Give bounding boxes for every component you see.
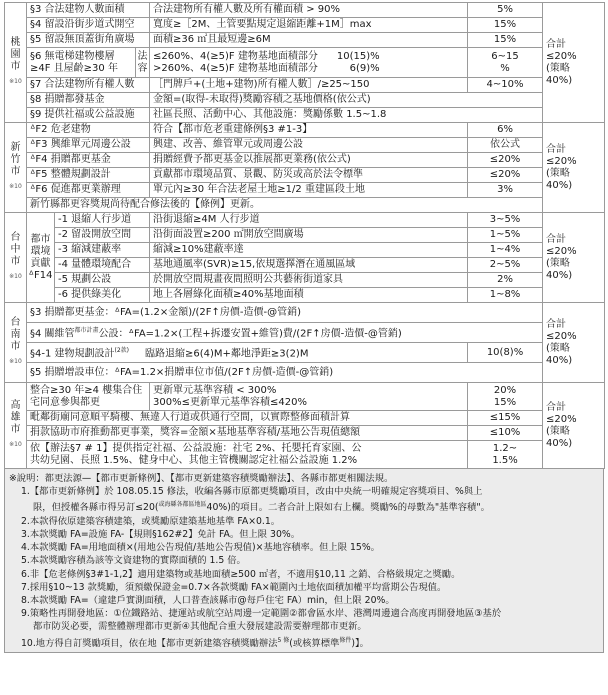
- kaohsiung-row-1: [5, 383, 605, 411]
- condition-cell: 更新單元基準容積 < 300% 300%≤更新單元基準容積≤420%: [150, 383, 468, 411]
- city-hsinchu: 新 竹 市 ※10: [5, 123, 27, 213]
- city-taichung: 台 中 市 ※10: [5, 213, 27, 303]
- rate-cell: 依公式: [468, 138, 543, 153]
- rate-cell: ≤20%: [468, 168, 543, 183]
- kaohsiung-total: 合計 ≤20% (策略 40%): [543, 383, 605, 469]
- condition-cell: 沿街面設置≥200 ㎡開放空間廣場: [150, 228, 468, 243]
- taichung-total: 合計 ≤20% (策略 40%): [543, 213, 605, 303]
- tainan-row-3: [5, 343, 605, 363]
- item-cell: ᐞF5 整體規劃設計: [27, 168, 150, 183]
- hsinchu-total: 合計 ≤20% (策略 40%): [543, 123, 605, 213]
- rate-cell: 20% 15%: [468, 383, 543, 411]
- hsinchu-row-4: [5, 168, 605, 183]
- condition-cell: 地上各層綠化面積≥40%基地面積: [150, 288, 468, 303]
- rate-cell: 2~5%: [468, 258, 543, 273]
- item-cell: §5 留設無頂蓋街角廣場: [27, 33, 150, 48]
- condition-cell: 社區長照、活動中心、其他設施：獎勵係數 1.5~1.8: [150, 108, 543, 123]
- item-cell: §9 提供社福或公益設施: [27, 108, 150, 123]
- tainan-item: §3 捐贈都更基金：ᐞFA=(1.2×金額)/(2F↑房價-造價-@管銷): [27, 303, 543, 323]
- hsinchu-row-5: [5, 183, 605, 198]
- rate-cell: 6~15 %: [468, 48, 543, 78]
- kaohsiung-row-4: [5, 441, 605, 469]
- taichung-category: 都市 環境 貢獻 ᐞF14: [27, 213, 55, 303]
- note-2: 2.本款得依原建築容積建築，或獎勵原建築基地基準 FA×0.1。: [21, 515, 281, 527]
- tainan-row-1: [5, 303, 605, 323]
- taichung-row-2: [5, 228, 605, 243]
- tainan-row-2: [5, 323, 605, 343]
- city-taoyuan: 桃 園 市 ※10: [5, 3, 27, 123]
- hsinchu-row-3: [5, 153, 605, 168]
- condition-cell: 捐贈經費予都更基金以推展都更業務(依公式): [150, 153, 468, 168]
- bonus-table: [4, 2, 605, 469]
- item-cell: -2 留設開放空間: [55, 228, 150, 243]
- rate-cell: 15%: [468, 18, 543, 33]
- notes-section: [4, 469, 604, 653]
- condition-cell: 合法建物所有權人數及所有權面積 > 90%: [150, 3, 468, 18]
- note-5: 5.本款獎勵容積為該等文資建物的實際面積的 1.5 倍。: [21, 555, 246, 567]
- item-cell: §6 無電梯建物樓層 ≥4F 且屋齡≥30 年: [27, 48, 136, 78]
- item-cell: §7 合法建物所有權人數: [27, 78, 150, 93]
- note-7: 7.採用§10~13 款獎勵，須預繳保證金=0.7×各款獎勵 FA×範圍內土地依面積加權平均當期公告現值。: [21, 581, 447, 593]
- city-tainan: 台 南 市 ※10: [5, 303, 27, 383]
- taichung-row-4: [5, 258, 605, 273]
- condition-cell: 符合【都市危老重建條例§3 #1-3】: [150, 123, 468, 138]
- tainan-row-4: [5, 363, 605, 383]
- condition-cell: 興建、改善、維管單元或周邊公設: [150, 138, 468, 153]
- rate-cell: 5%: [468, 3, 543, 18]
- item-cell: -5 規劃公設: [55, 273, 150, 288]
- tainan-item: §5 捐贈增設車位：ᐞFA=1.2×捐贈車位市值/(2F↑房價-造價-@管銷): [27, 363, 543, 383]
- condition-cell: 沿街退縮≥4M 人行步道: [150, 213, 468, 228]
- tainan-item: §4-1 建物規劃設計$^{(2款)}$ 臨路退縮≥6(4)M+鄰地淨距≥3(2)M: [27, 343, 468, 363]
- note-4: 4.本款獎勵 FA=用地面積×(用地公告現值/基地公告現值)×基地容積率。但上限 15%。: [21, 542, 380, 554]
- item-cell: -3 縮減建蔽率: [55, 243, 150, 258]
- condition-cell: 貢獻都市環境品質、景觀、防災或高於法令標準: [150, 168, 468, 183]
- kaohsiung-row-3: [5, 426, 605, 441]
- item-cell: 整合≥30 年≥4 樓集合住 宅同意參與都更: [27, 383, 150, 411]
- tainan-total: 合計 ≤20% (策略 40%): [543, 303, 605, 383]
- item-cell: 毗鄰街廟同意順平騎樓、無違人行道或供通行空間，以實際整修面積計算: [27, 411, 468, 426]
- city-kaohsiung: 高 雄 市 ※10: [5, 383, 27, 469]
- taichung-row-3: [5, 243, 605, 258]
- note-1-cont: 限，但授權各縣市得另訂≤20($^{或海縣各都區地區}$40%)的項目。二者合計上限如右上欄。獎勵%的母數為"基準容積"。: [33, 501, 490, 514]
- taichung-row-6: [5, 288, 605, 303]
- rate-cell: 6%: [468, 123, 543, 138]
- condition-cell: 金額=(取得-未取得)獎勵容積之基地價格(依公式): [150, 93, 543, 108]
- rate-cell: ≤20%: [468, 153, 543, 168]
- hsinchu-row-1: [5, 123, 605, 138]
- item-cell: ᐞF2 危老建物: [27, 123, 150, 138]
- taoyuan-row-6: [5, 93, 605, 108]
- item-cell: 捐款協助市府推動都更事業，獎容=金額×基地基準容積/基地公告現值總額: [27, 426, 468, 441]
- rate-cell: 15%: [468, 33, 543, 48]
- condition-cell: 寬度≥［2M、土管要點規定退縮距離+1M］max: [150, 18, 468, 33]
- note-6: 6.非【危老條例§3#1-1,2】適用建築物或基地面積≥500 ㎡者，不適用§10,11 之銷、合格級規定之獎勵。: [21, 568, 461, 580]
- rate-cell: ≤15%: [468, 411, 543, 426]
- item-cell: -4 量體環境配合: [55, 258, 150, 273]
- rate-cell: 2%: [468, 273, 543, 288]
- item-cell: -6 提供綠美化: [55, 288, 150, 303]
- note-9-cont: 都市防災必要，需整體辦理都市更新④其他配合重大發展建設需要辦理都市更新。: [33, 621, 367, 633]
- note-9: 9.策略性再開發地區：①位鐵路站、捷運站或航空站周邊一定範圍②都會區水岸、港灣周邊適合高度再開發地區③基於: [21, 608, 502, 620]
- kaohsiung-row-2: [5, 411, 605, 426]
- note-1: 1.【都市更新條例】於 108.05.15 修法，收編各縣市原都更獎勵項目，改由中央統一明確規定容獎項目、%與上: [21, 486, 483, 498]
- note-8: 8.本款獎勵 FA=（違建戶實測面積，人口普查該縣市@每戶住宅 FA）min，但上限 20%。: [21, 594, 395, 606]
- condition-cell: ≤260%、4(≥5)F 建物基地面積部分 10(15)% >260%、4(≥5)F 建物基地面積部分 6(9)%: [150, 48, 468, 78]
- condition-cell: ［門牌戶+(土地+建物)所有權人數］/≥25~150: [150, 78, 468, 93]
- rate-cell: 1~8%: [468, 288, 543, 303]
- item-cell: §8 捐贈都發基金: [27, 93, 150, 108]
- condition-cell: 基地通風率(SVR)≥15,依規選擇潛在通風區域: [150, 258, 468, 273]
- condition-cell: 面積≥36 ㎡且最短邊≥6M: [150, 33, 468, 48]
- condition-cell: 縮減≥10%建蔽率達: [150, 243, 468, 258]
- rate-cell: ≤10%: [468, 426, 543, 441]
- hsinchu-note-row: [5, 198, 605, 213]
- taoyuan-total: 合計 ≤20% (策略 40%): [543, 3, 605, 123]
- rate-cell: 10(8)%: [468, 343, 543, 363]
- taoyuan-row-3: [5, 33, 605, 48]
- hsinchu-row-2: [5, 138, 605, 153]
- rate-cell: 1~5%: [468, 228, 543, 243]
- item-cell: §3 合法建物人數面積: [27, 3, 150, 18]
- rate-cell: 1~4%: [468, 243, 543, 258]
- rate-cell: 4~10%: [468, 78, 543, 93]
- note-10: 10.地方得自訂獎勵項目，依在地【都市更新建築容積獎勵辦法$^{5 條}$(或核算標準$^{條件}$)】。: [21, 636, 369, 649]
- taoyuan-row-4: [5, 48, 605, 78]
- hsinchu-note: 新竹縣都更容獎規尚待配合修法後的【條例】更新。: [27, 198, 543, 213]
- note-3: 3.本款獎勵 FA=設施 FA-【規則§162#2】免計 FA。但上限 30%。: [21, 528, 301, 540]
- taichung-row-5: [5, 273, 605, 288]
- condition-cell: 單元內≥30 年合法老屋土地≥1/2 重建區段土地: [150, 183, 468, 198]
- notes-header: ※說明：都更法源—【都市更新條例】、【都市更新建築容積獎勵辦法】、各縣市都更相關法規。: [9, 473, 394, 484]
- taoyuan-row-5: [5, 78, 605, 93]
- taoyuan-row-2: [5, 18, 605, 33]
- condition-cell: 於開放空間規畫夜間照明公共藝術街道家具: [150, 273, 468, 288]
- rate-cell: 3%: [468, 183, 543, 198]
- item-cell: ᐞF6 促進都更業辦理: [27, 183, 150, 198]
- document-page: [4, 2, 604, 691]
- tainan-item: §4 關維管$^{都市計畫}$公設：ᐞFA=1.2×(工程+拆遷安置+維管)費/(2F↑房價-造價-@管銷): [27, 323, 543, 343]
- rate-cell: 3~5%: [468, 213, 543, 228]
- taoyuan-row-7: [5, 108, 605, 123]
- taichung-row-1: [5, 213, 605, 228]
- item-cell: ᐞF4 捐贈都更基金: [27, 153, 150, 168]
- item-cell: -1 退縮人行步道: [55, 213, 150, 228]
- item-cell: 依【辦法§7 # 1】提供指定社福、公益設施：社宅 2%、托嬰托育家園、公 共幼兒園、長照 1.5%、健身中心、其他主管機關認定社福公益設施 1.2%: [27, 441, 468, 469]
- law-cell: 法 容: [136, 48, 150, 78]
- item-cell: ᐞF3 興維單元周邊公設: [27, 138, 150, 153]
- rate-cell: 1.2~ 1.5%: [468, 441, 543, 469]
- taoyuan-row-1: [5, 3, 605, 18]
- item-cell: §4 留設沿街步道式開空: [27, 18, 150, 33]
